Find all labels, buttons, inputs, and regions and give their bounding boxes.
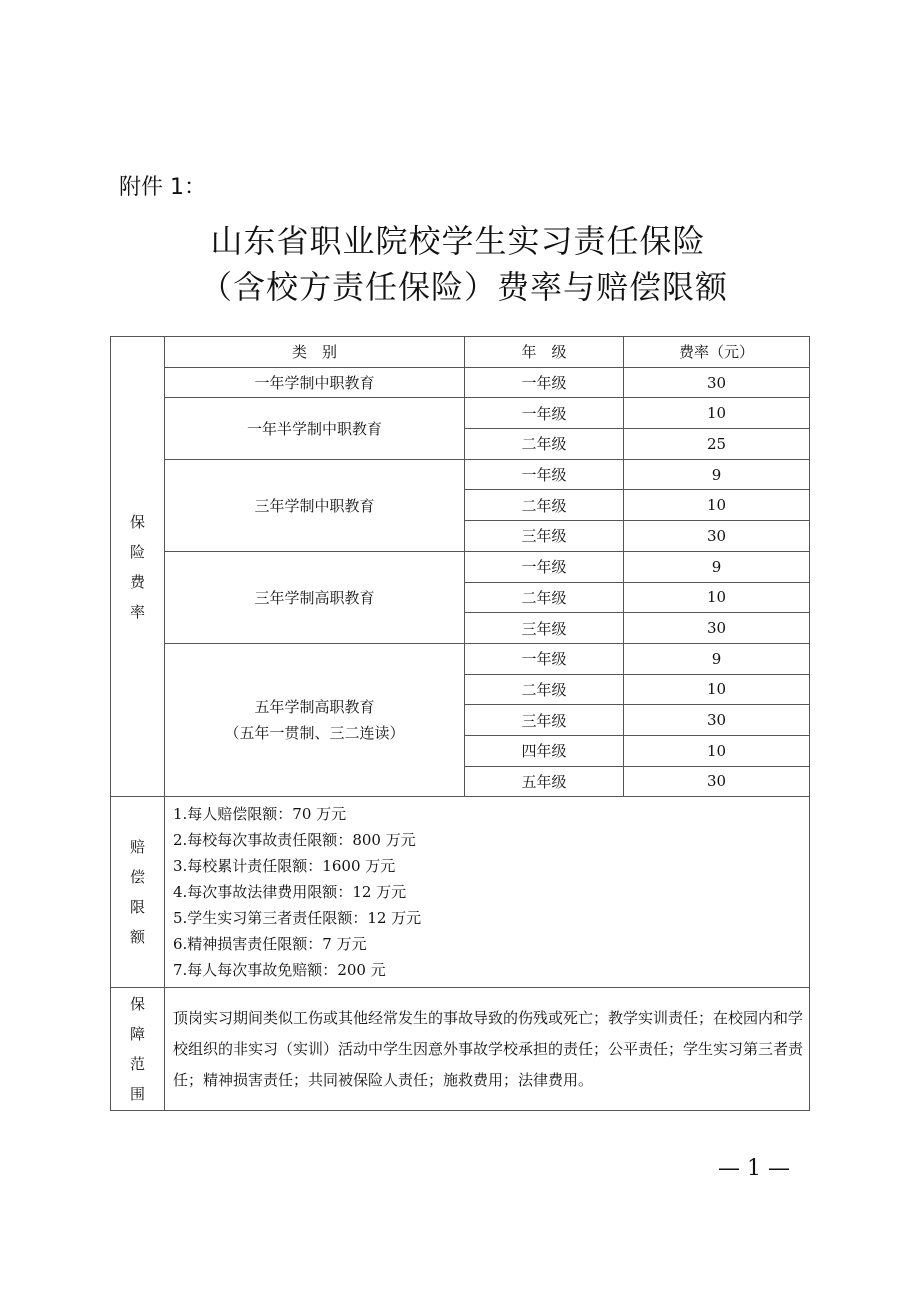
section-label-scope: 保 障 范 围 [111,988,165,1111]
rate-cell: 30 [624,367,810,398]
limit-item: 6.精神损害责任限额：7 万元 [173,935,367,954]
limit-item: 7.每人每次事故免赔额：200 元 [173,961,386,980]
rate-cell: 30 [624,613,810,644]
limits-list [165,797,810,988]
rate-cell: 25 [624,429,810,460]
document-title-line2: （含校方责任保险）费率与赔偿限额 [199,268,728,306]
rate-cell: 10 [624,735,810,766]
table-row [111,398,810,429]
limit-item: 4.每次事故法律费用限额：12 万元 [173,883,407,902]
grade-cell: 一年级 [465,367,624,398]
insurance-rate-table [110,336,810,1111]
table-row [111,551,810,582]
rate-cell: 10 [624,490,810,521]
limit-item: 2.每校每次事故责任限额：800 万元 [173,831,416,850]
rate-cell: 10 [624,582,810,613]
category-cell: 一年学制中职教育 [165,367,465,398]
category-cell: 三年学制中职教育 [165,459,465,551]
rate-cell: 10 [624,674,810,705]
grade-cell: 二年级 [465,429,624,460]
rate-cell: 9 [624,459,810,490]
grade-cell: 二年级 [465,674,624,705]
grade-cell: 二年级 [465,582,624,613]
grade-cell: 一年级 [465,551,624,582]
table-row [111,367,810,398]
limits-row [111,797,810,988]
header-grade: 年 级 [465,337,624,368]
document-title-line1: 山东省职业院校学生实习责任保险 [210,222,706,260]
attachment-label: 附件 1： [119,175,206,200]
rate-cell: 30 [624,766,810,797]
limit-item: 5.学生实习第三者责任限额：12 万元 [173,909,422,928]
limit-item: 1.每人赔偿限额：70 万元 [173,805,347,824]
scope-row [111,988,810,1111]
grade-cell: 三年级 [465,705,624,736]
grade-cell: 三年级 [465,521,624,552]
rate-cell: 30 [624,705,810,736]
header-rate: 费率（元） [624,337,810,368]
table-row [111,459,810,490]
grade-cell: 一年级 [465,398,624,429]
rate-cell: 9 [624,643,810,674]
category-cell: 一年半学制中职教育 [165,398,465,459]
header-category: 类 别 [165,337,465,368]
page-number: — 1 — [718,1156,790,1181]
limit-item: 3.每校累计责任限额：1600 万元 [173,857,396,876]
grade-cell: 一年级 [465,459,624,490]
section-label-rates: 保 险 费 率 [111,337,165,797]
grade-cell: 二年级 [465,490,624,521]
table-row [111,643,810,674]
grade-cell: 五年级 [465,766,624,797]
category-cell: 三年学制高职教育 [165,551,465,643]
grade-cell: 一年级 [465,643,624,674]
rate-cell: 30 [624,521,810,552]
grade-cell: 三年级 [465,613,624,644]
grade-cell: 四年级 [465,735,624,766]
rate-cell: 10 [624,398,810,429]
table-header-row [111,337,810,368]
rate-cell: 9 [624,551,810,582]
category-cell: 五年学制高职教育 （五年一贯制、三二连读） [165,643,465,796]
section-label-limits: 赔 偿 限 额 [111,797,165,988]
scope-text: 顶岗实习期间类似工伤或其他经常发生的事故导致的伤残或死亡；教学实训责任；在校园内和学校组织的非实习（实训）活动中学生因意外事故学校承担的责任；公平责任；学生实习第三者责任；精神损害责任；共同被保险人责任；施救费用；法律费用。 [165,988,810,1111]
